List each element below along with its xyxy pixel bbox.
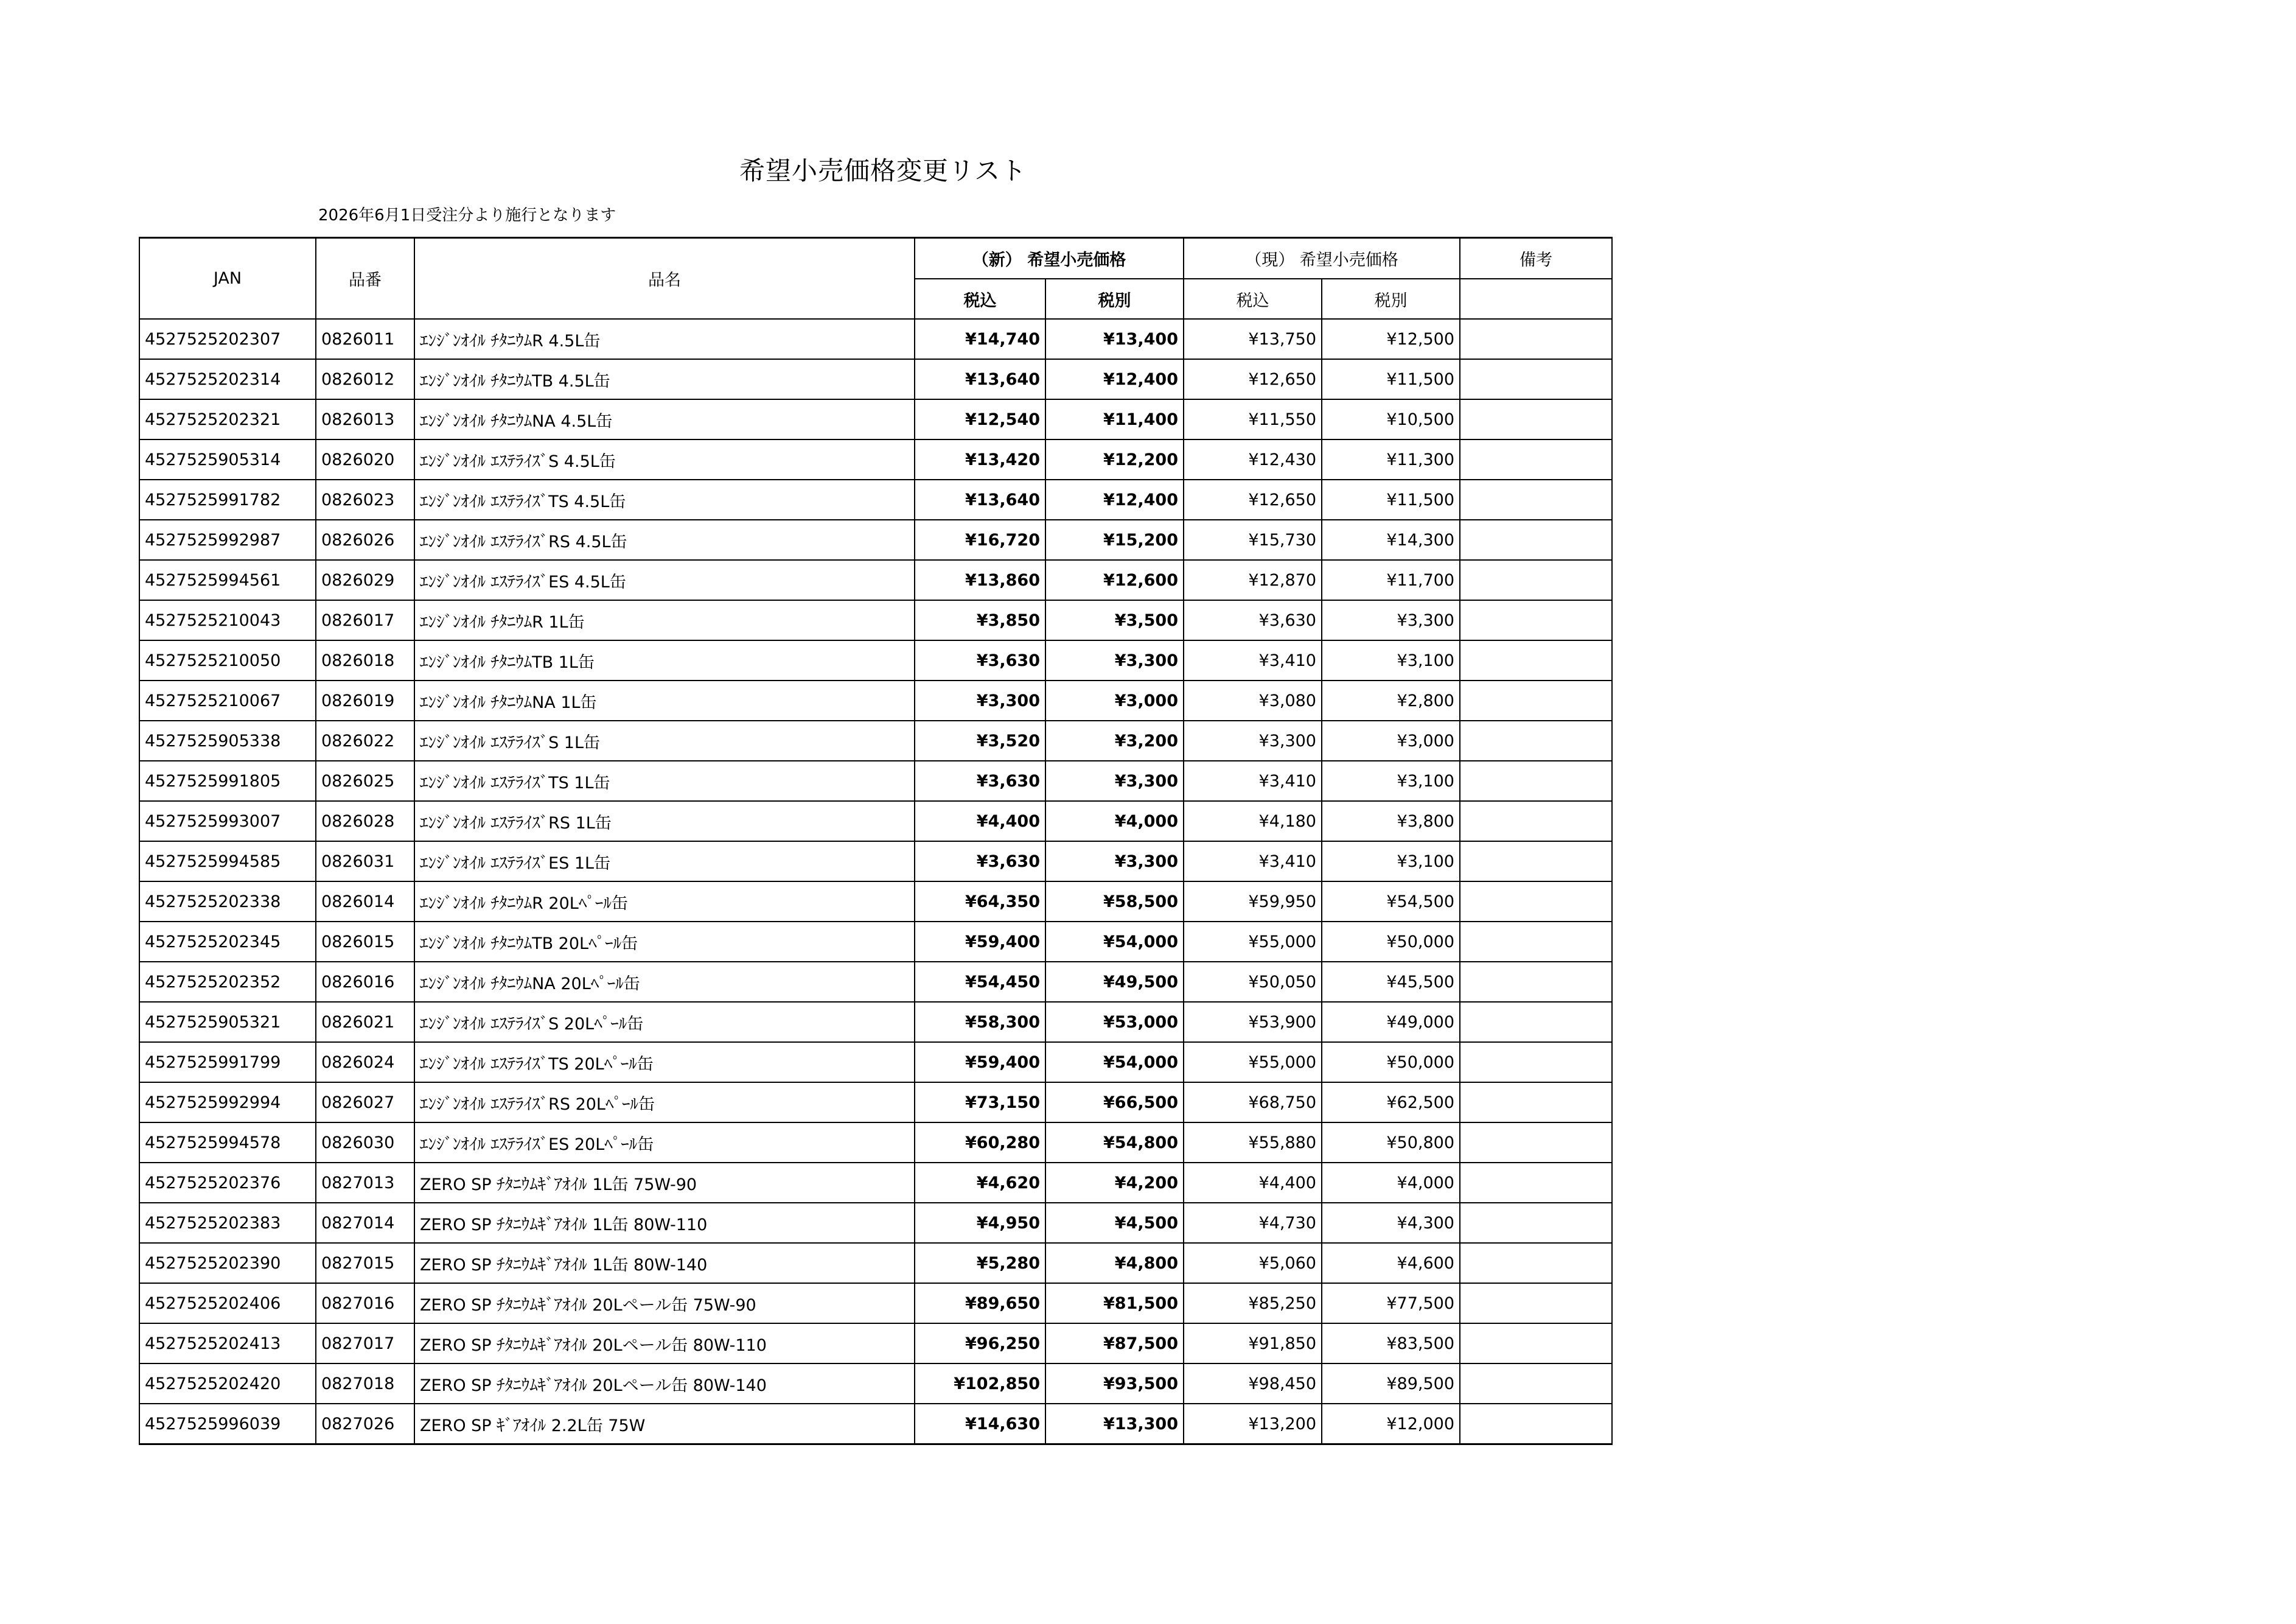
table-row: [139, 560, 1612, 600]
cell-new-price-tax-excluded: ¥15,200: [1045, 520, 1184, 560]
cell-product-name: ｴﾝｼﾞﾝｵｲﾙ ﾁﾀﾆｳﾑR 4.5L缶: [414, 319, 915, 359]
cell-remarks: [1460, 1042, 1612, 1082]
cell-jan: 4527525996039: [139, 1404, 316, 1444]
cell-new-price-tax-included: ¥89,650: [915, 1283, 1045, 1323]
cell-current-price-tax-included: ¥15,730: [1184, 520, 1322, 560]
cell-product-name: ｴﾝｼﾞﾝｵｲﾙ ｴｽﾃﾗｲｽﾞTS 20Lﾍﾟｰﾙ缶: [414, 1042, 915, 1082]
cell-jan: 4527525210050: [139, 640, 316, 681]
table-row: [139, 600, 1612, 640]
cell-remarks: [1460, 761, 1612, 801]
cell-product-name: ｴﾝｼﾞﾝｵｲﾙ ｴｽﾃﾗｲｽﾞRS 4.5L缶: [414, 520, 915, 560]
cell-part-number: 0826026: [316, 520, 414, 560]
header-current-tax-excluded: 税別: [1322, 279, 1460, 319]
cell-new-price-tax-excluded: ¥66,500: [1045, 1082, 1184, 1122]
cell-jan: 4527525994578: [139, 1122, 316, 1163]
cell-new-price-tax-included: ¥12,540: [915, 399, 1045, 439]
header-new-tax-excluded: 税別: [1045, 279, 1184, 319]
cell-jan: 4527525905314: [139, 439, 316, 480]
cell-part-number: 0827017: [316, 1323, 414, 1363]
cell-remarks: [1460, 922, 1612, 962]
cell-current-price-tax-excluded: ¥12,000: [1322, 1404, 1460, 1444]
header-product-name: 品名: [414, 238, 915, 320]
cell-new-price-tax-excluded: ¥87,500: [1045, 1323, 1184, 1363]
table-row: [139, 319, 1612, 359]
cell-product-name: ｴﾝｼﾞﾝｵｲﾙ ﾁﾀﾆｳﾑNA 4.5L缶: [414, 399, 915, 439]
cell-new-price-tax-excluded: ¥12,400: [1045, 480, 1184, 520]
cell-jan: 4527525991782: [139, 480, 316, 520]
cell-part-number: 0826012: [316, 359, 414, 399]
cell-new-price-tax-included: ¥4,950: [915, 1203, 1045, 1243]
table-row: [139, 841, 1612, 881]
cell-part-number: 0827013: [316, 1163, 414, 1203]
cell-part-number: 0827026: [316, 1404, 414, 1444]
header-jan: JAN: [139, 238, 316, 320]
cell-product-name: ｴﾝｼﾞﾝｵｲﾙ ﾁﾀﾆｳﾑTB 1L缶: [414, 640, 915, 681]
cell-jan: 4527525210067: [139, 681, 316, 721]
cell-new-price-tax-included: ¥96,250: [915, 1323, 1045, 1363]
table-row: [139, 520, 1612, 560]
cell-current-price-tax-excluded: ¥4,300: [1322, 1203, 1460, 1243]
cell-new-price-tax-excluded: ¥3,300: [1045, 640, 1184, 681]
cell-current-price-tax-included: ¥91,850: [1184, 1323, 1322, 1363]
cell-current-price-tax-excluded: ¥83,500: [1322, 1323, 1460, 1363]
cell-current-price-tax-excluded: ¥3,300: [1322, 600, 1460, 640]
cell-current-price-tax-included: ¥98,450: [1184, 1363, 1322, 1404]
cell-remarks: [1460, 1203, 1612, 1243]
cell-current-price-tax-included: ¥4,730: [1184, 1203, 1322, 1243]
cell-current-price-tax-excluded: ¥50,000: [1322, 922, 1460, 962]
cell-remarks: [1460, 359, 1612, 399]
table-row: [139, 1363, 1612, 1404]
cell-jan: 4527525202314: [139, 359, 316, 399]
cell-part-number: 0826018: [316, 640, 414, 681]
header-new-price-group: （新） 希望小売価格: [915, 238, 1184, 279]
cell-new-price-tax-included: ¥13,860: [915, 560, 1045, 600]
cell-new-price-tax-included: ¥3,300: [915, 681, 1045, 721]
header-current-tax-included: 税込: [1184, 279, 1322, 319]
cell-new-price-tax-included: ¥5,280: [915, 1243, 1045, 1283]
cell-new-price-tax-excluded: ¥3,300: [1045, 761, 1184, 801]
cell-new-price-tax-excluded: ¥4,000: [1045, 801, 1184, 841]
cell-new-price-tax-excluded: ¥81,500: [1045, 1283, 1184, 1323]
price-change-table: [139, 237, 1613, 1445]
cell-new-price-tax-excluded: ¥3,300: [1045, 841, 1184, 881]
cell-product-name: ZERO SP ﾁﾀﾆｳﾑｷﾞｱｵｲﾙ 20Lペール缶 75W-90: [414, 1283, 915, 1323]
cell-part-number: 0826020: [316, 439, 414, 480]
cell-current-price-tax-excluded: ¥14,300: [1322, 520, 1460, 560]
cell-current-price-tax-excluded: ¥11,700: [1322, 560, 1460, 600]
cell-remarks: [1460, 399, 1612, 439]
cell-current-price-tax-excluded: ¥4,000: [1322, 1163, 1460, 1203]
cell-remarks: [1460, 1363, 1612, 1404]
cell-product-name: ZERO SP ﾁﾀﾆｳﾑｷﾞｱｵｲﾙ 1L缶 80W-110: [414, 1203, 915, 1243]
cell-product-name: ｴﾝｼﾞﾝｵｲﾙ ﾁﾀﾆｳﾑTB 20Lﾍﾟｰﾙ缶: [414, 922, 915, 962]
cell-current-price-tax-excluded: ¥77,500: [1322, 1283, 1460, 1323]
cell-new-price-tax-included: ¥13,640: [915, 359, 1045, 399]
cell-jan: 4527525202390: [139, 1243, 316, 1283]
cell-current-price-tax-included: ¥4,180: [1184, 801, 1322, 841]
cell-new-price-tax-excluded: ¥12,400: [1045, 359, 1184, 399]
cell-product-name: ｴﾝｼﾞﾝｵｲﾙ ｴｽﾃﾗｲｽﾞTS 4.5L缶: [414, 480, 915, 520]
cell-part-number: 0826029: [316, 560, 414, 600]
cell-product-name: ｴﾝｼﾞﾝｵｲﾙ ｴｽﾃﾗｲｽﾞES 1L缶: [414, 841, 915, 881]
table-row: [139, 480, 1612, 520]
cell-new-price-tax-excluded: ¥12,200: [1045, 439, 1184, 480]
effective-date-note: 2026年6月1日受注分より施行となります: [318, 206, 616, 225]
cell-product-name: ｴﾝｼﾞﾝｵｲﾙ ﾁﾀﾆｳﾑNA 20Lﾍﾟｰﾙ缶: [414, 962, 915, 1002]
cell-jan: 4527525994585: [139, 841, 316, 881]
cell-current-price-tax-excluded: ¥2,800: [1322, 681, 1460, 721]
table-body: [139, 319, 1612, 1444]
cell-current-price-tax-included: ¥12,650: [1184, 480, 1322, 520]
cell-current-price-tax-included: ¥12,650: [1184, 359, 1322, 399]
cell-current-price-tax-excluded: ¥4,600: [1322, 1243, 1460, 1283]
cell-remarks: [1460, 1323, 1612, 1363]
cell-part-number: 0826028: [316, 801, 414, 841]
cell-current-price-tax-excluded: ¥3,800: [1322, 801, 1460, 841]
cell-current-price-tax-excluded: ¥50,000: [1322, 1042, 1460, 1082]
cell-new-price-tax-included: ¥3,520: [915, 721, 1045, 761]
cell-jan: 4527525992987: [139, 520, 316, 560]
table-row: [139, 439, 1612, 480]
table-row: [139, 922, 1612, 962]
cell-current-price-tax-excluded: ¥49,000: [1322, 1002, 1460, 1042]
cell-new-price-tax-included: ¥13,420: [915, 439, 1045, 480]
cell-current-price-tax-included: ¥3,630: [1184, 600, 1322, 640]
cell-jan: 4527525991799: [139, 1042, 316, 1082]
cell-current-price-tax-included: ¥5,060: [1184, 1243, 1322, 1283]
table-row: [139, 721, 1612, 761]
cell-part-number: 0826021: [316, 1002, 414, 1042]
table-row: [139, 399, 1612, 439]
cell-part-number: 0826031: [316, 841, 414, 881]
cell-current-price-tax-excluded: ¥3,100: [1322, 640, 1460, 681]
cell-current-price-tax-included: ¥3,410: [1184, 841, 1322, 881]
cell-part-number: 0827018: [316, 1363, 414, 1404]
cell-jan: 4527525202338: [139, 881, 316, 922]
cell-current-price-tax-excluded: ¥11,300: [1322, 439, 1460, 480]
cell-current-price-tax-excluded: ¥3,100: [1322, 841, 1460, 881]
cell-current-price-tax-included: ¥3,080: [1184, 681, 1322, 721]
cell-new-price-tax-excluded: ¥12,600: [1045, 560, 1184, 600]
cell-part-number: 0826030: [316, 1122, 414, 1163]
cell-remarks: [1460, 801, 1612, 841]
cell-new-price-tax-excluded: ¥4,200: [1045, 1163, 1184, 1203]
cell-jan: 4527525202345: [139, 922, 316, 962]
cell-new-price-tax-excluded: ¥4,500: [1045, 1203, 1184, 1243]
header-new-tax-included: 税込: [915, 279, 1045, 319]
cell-current-price-tax-excluded: ¥10,500: [1322, 399, 1460, 439]
cell-product-name: ZERO SP ﾁﾀﾆｳﾑｷﾞｱｵｲﾙ 1L缶 80W-140: [414, 1243, 915, 1283]
cell-product-name: ｴﾝｼﾞﾝｵｲﾙ ｴｽﾃﾗｲｽﾞES 20Lﾍﾟｰﾙ缶: [414, 1122, 915, 1163]
table-row: [139, 801, 1612, 841]
cell-jan: 4527525202376: [139, 1163, 316, 1203]
cell-current-price-tax-included: ¥59,950: [1184, 881, 1322, 922]
cell-product-name: ｴﾝｼﾞﾝｵｲﾙ ｴｽﾃﾗｲｽﾞS 4.5L缶: [414, 439, 915, 480]
cell-new-price-tax-included: ¥3,630: [915, 761, 1045, 801]
cell-product-name: ｴﾝｼﾞﾝｵｲﾙ ｴｽﾃﾗｲｽﾞS 20Lﾍﾟｰﾙ缶: [414, 1002, 915, 1042]
cell-jan: 4527525202321: [139, 399, 316, 439]
cell-new-price-tax-included: ¥16,720: [915, 520, 1045, 560]
cell-current-price-tax-included: ¥13,750: [1184, 319, 1322, 359]
cell-remarks: [1460, 600, 1612, 640]
cell-current-price-tax-excluded: ¥12,500: [1322, 319, 1460, 359]
cell-new-price-tax-included: ¥3,630: [915, 640, 1045, 681]
cell-new-price-tax-excluded: ¥93,500: [1045, 1363, 1184, 1404]
cell-new-price-tax-excluded: ¥54,000: [1045, 922, 1184, 962]
cell-remarks: [1460, 520, 1612, 560]
cell-new-price-tax-excluded: ¥54,000: [1045, 1042, 1184, 1082]
cell-part-number: 0826011: [316, 319, 414, 359]
cell-current-price-tax-included: ¥12,430: [1184, 439, 1322, 480]
cell-part-number: 0826014: [316, 881, 414, 922]
cell-new-price-tax-excluded: ¥53,000: [1045, 1002, 1184, 1042]
table-row: [139, 1002, 1612, 1042]
cell-part-number: 0826022: [316, 721, 414, 761]
cell-part-number: 0826013: [316, 399, 414, 439]
cell-new-price-tax-excluded: ¥4,800: [1045, 1243, 1184, 1283]
cell-part-number: 0826016: [316, 962, 414, 1002]
cell-jan: 4527525210043: [139, 600, 316, 640]
cell-new-price-tax-excluded: ¥3,500: [1045, 600, 1184, 640]
cell-part-number: 0826023: [316, 480, 414, 520]
cell-new-price-tax-included: ¥64,350: [915, 881, 1045, 922]
header-remarks-blank: [1460, 279, 1612, 319]
cell-product-name: ｴﾝｼﾞﾝｵｲﾙ ｴｽﾃﾗｲｽﾞS 1L缶: [414, 721, 915, 761]
cell-jan: 4527525905338: [139, 721, 316, 761]
cell-new-price-tax-included: ¥73,150: [915, 1082, 1045, 1122]
cell-new-price-tax-excluded: ¥13,300: [1045, 1404, 1184, 1444]
cell-remarks: [1460, 1122, 1612, 1163]
cell-product-name: ZERO SP ｷﾞｱｵｲﾙ 2.2L缶 75W: [414, 1404, 915, 1444]
cell-remarks: [1460, 1002, 1612, 1042]
cell-current-price-tax-included: ¥50,050: [1184, 962, 1322, 1002]
cell-remarks: [1460, 480, 1612, 520]
cell-new-price-tax-excluded: ¥49,500: [1045, 962, 1184, 1002]
cell-jan: 4527525905321: [139, 1002, 316, 1042]
cell-product-name: ｴﾝｼﾞﾝｵｲﾙ ｴｽﾃﾗｲｽﾞRS 20Lﾍﾟｰﾙ缶: [414, 1082, 915, 1122]
cell-product-name: ZERO SP ﾁﾀﾆｳﾑｷﾞｱｵｲﾙ 20Lペール缶 80W-140: [414, 1363, 915, 1404]
cell-product-name: ｴﾝｼﾞﾝｵｲﾙ ｴｽﾃﾗｲｽﾞTS 1L缶: [414, 761, 915, 801]
cell-current-price-tax-excluded: ¥3,000: [1322, 721, 1460, 761]
header-remarks: 備考: [1460, 238, 1612, 279]
cell-current-price-tax-excluded: ¥11,500: [1322, 359, 1460, 399]
cell-remarks: [1460, 962, 1612, 1002]
table-row: [139, 1323, 1612, 1363]
cell-remarks: [1460, 560, 1612, 600]
cell-jan: 4527525202420: [139, 1363, 316, 1404]
table-row: [139, 640, 1612, 681]
cell-jan: 4527525991805: [139, 761, 316, 801]
cell-new-price-tax-included: ¥59,400: [915, 922, 1045, 962]
cell-jan: 4527525202406: [139, 1283, 316, 1323]
cell-new-price-tax-excluded: ¥3,200: [1045, 721, 1184, 761]
cell-current-price-tax-included: ¥11,550: [1184, 399, 1322, 439]
table-row: [139, 1163, 1612, 1203]
cell-remarks: [1460, 319, 1612, 359]
cell-remarks: [1460, 1404, 1612, 1444]
cell-current-price-tax-included: ¥68,750: [1184, 1082, 1322, 1122]
cell-current-price-tax-included: ¥53,900: [1184, 1002, 1322, 1042]
cell-new-price-tax-excluded: ¥13,400: [1045, 319, 1184, 359]
page-title: 希望小売価格変更リスト: [739, 156, 1027, 186]
header-part-number: 品番: [316, 238, 414, 320]
cell-new-price-tax-included: ¥14,630: [915, 1404, 1045, 1444]
cell-new-price-tax-included: ¥60,280: [915, 1122, 1045, 1163]
cell-part-number: 0826015: [316, 922, 414, 962]
table-row: [139, 1122, 1612, 1163]
cell-product-name: ZERO SP ﾁﾀﾆｳﾑｷﾞｱｵｲﾙ 20Lペール缶 80W-110: [414, 1323, 915, 1363]
cell-current-price-tax-excluded: ¥11,500: [1322, 480, 1460, 520]
cell-part-number: 0826017: [316, 600, 414, 640]
cell-remarks: [1460, 1283, 1612, 1323]
cell-part-number: 0826025: [316, 761, 414, 801]
table-row: [139, 1082, 1612, 1122]
cell-remarks: [1460, 881, 1612, 922]
cell-current-price-tax-excluded: ¥50,800: [1322, 1122, 1460, 1163]
cell-jan: 4527525202413: [139, 1323, 316, 1363]
cell-part-number: 0827014: [316, 1203, 414, 1243]
cell-part-number: 0827015: [316, 1243, 414, 1283]
table-row: [139, 1404, 1612, 1444]
cell-current-price-tax-excluded: ¥54,500: [1322, 881, 1460, 922]
cell-part-number: 0826024: [316, 1042, 414, 1082]
table-row: [139, 962, 1612, 1002]
cell-product-name: ｴﾝｼﾞﾝｵｲﾙ ﾁﾀﾆｳﾑNA 1L缶: [414, 681, 915, 721]
cell-current-price-tax-included: ¥55,000: [1184, 1042, 1322, 1082]
cell-part-number: 0826027: [316, 1082, 414, 1122]
cell-product-name: ｴﾝｼﾞﾝｵｲﾙ ｴｽﾃﾗｲｽﾞES 4.5L缶: [414, 560, 915, 600]
cell-remarks: [1460, 1163, 1612, 1203]
cell-new-price-tax-included: ¥59,400: [915, 1042, 1045, 1082]
cell-current-price-tax-excluded: ¥45,500: [1322, 962, 1460, 1002]
cell-current-price-tax-included: ¥3,410: [1184, 761, 1322, 801]
cell-new-price-tax-included: ¥3,850: [915, 600, 1045, 640]
cell-remarks: [1460, 640, 1612, 681]
cell-current-price-tax-included: ¥3,410: [1184, 640, 1322, 681]
cell-product-name: ｴﾝｼﾞﾝｵｲﾙ ﾁﾀﾆｳﾑR 20Lﾍﾟｰﾙ缶: [414, 881, 915, 922]
cell-jan: 4527525992994: [139, 1082, 316, 1122]
table-row: [139, 1203, 1612, 1243]
cell-new-price-tax-included: ¥58,300: [915, 1002, 1045, 1042]
cell-jan: 4527525202383: [139, 1203, 316, 1243]
cell-new-price-tax-included: ¥54,450: [915, 962, 1045, 1002]
header-current-price-group: （現） 希望小売価格: [1184, 238, 1460, 279]
cell-remarks: [1460, 721, 1612, 761]
cell-product-name: ZERO SP ﾁﾀﾆｳﾑｷﾞｱｵｲﾙ 1L缶 75W-90: [414, 1163, 915, 1203]
cell-jan: 4527525202307: [139, 319, 316, 359]
table-row: [139, 1042, 1612, 1082]
cell-current-price-tax-excluded: ¥62,500: [1322, 1082, 1460, 1122]
cell-jan: 4527525202352: [139, 962, 316, 1002]
table-row: [139, 881, 1612, 922]
table-row: [139, 359, 1612, 399]
cell-new-price-tax-excluded: ¥54,800: [1045, 1122, 1184, 1163]
cell-new-price-tax-included: ¥4,400: [915, 801, 1045, 841]
cell-new-price-tax-included: ¥102,850: [915, 1363, 1045, 1404]
table-row: [139, 761, 1612, 801]
table-row: [139, 1283, 1612, 1323]
cell-new-price-tax-included: ¥14,740: [915, 319, 1045, 359]
cell-jan: 4527525993007: [139, 801, 316, 841]
cell-new-price-tax-excluded: ¥3,000: [1045, 681, 1184, 721]
cell-new-price-tax-included: ¥4,620: [915, 1163, 1045, 1203]
table-row: [139, 1243, 1612, 1283]
cell-remarks: [1460, 1243, 1612, 1283]
cell-current-price-tax-included: ¥13,200: [1184, 1404, 1322, 1444]
table-row: [139, 681, 1612, 721]
cell-remarks: [1460, 439, 1612, 480]
cell-current-price-tax-excluded: ¥3,100: [1322, 761, 1460, 801]
cell-new-price-tax-excluded: ¥58,500: [1045, 881, 1184, 922]
cell-product-name: ｴﾝｼﾞﾝｵｲﾙ ｴｽﾃﾗｲｽﾞRS 1L缶: [414, 801, 915, 841]
cell-part-number: 0826019: [316, 681, 414, 721]
cell-remarks: [1460, 841, 1612, 881]
cell-new-price-tax-included: ¥3,630: [915, 841, 1045, 881]
cell-current-price-tax-included: ¥3,300: [1184, 721, 1322, 761]
cell-current-price-tax-included: ¥4,400: [1184, 1163, 1322, 1203]
cell-current-price-tax-included: ¥55,000: [1184, 922, 1322, 962]
cell-jan: 4527525994561: [139, 560, 316, 600]
cell-product-name: ｴﾝｼﾞﾝｵｲﾙ ﾁﾀﾆｳﾑTB 4.5L缶: [414, 359, 915, 399]
cell-remarks: [1460, 681, 1612, 721]
cell-current-price-tax-included: ¥55,880: [1184, 1122, 1322, 1163]
cell-current-price-tax-included: ¥85,250: [1184, 1283, 1322, 1323]
cell-current-price-tax-included: ¥12,870: [1184, 560, 1322, 600]
cell-current-price-tax-excluded: ¥89,500: [1322, 1363, 1460, 1404]
cell-new-price-tax-included: ¥13,640: [915, 480, 1045, 520]
cell-new-price-tax-excluded: ¥11,400: [1045, 399, 1184, 439]
cell-product-name: ｴﾝｼﾞﾝｵｲﾙ ﾁﾀﾆｳﾑR 1L缶: [414, 600, 915, 640]
cell-part-number: 0827016: [316, 1283, 414, 1323]
cell-remarks: [1460, 1082, 1612, 1122]
